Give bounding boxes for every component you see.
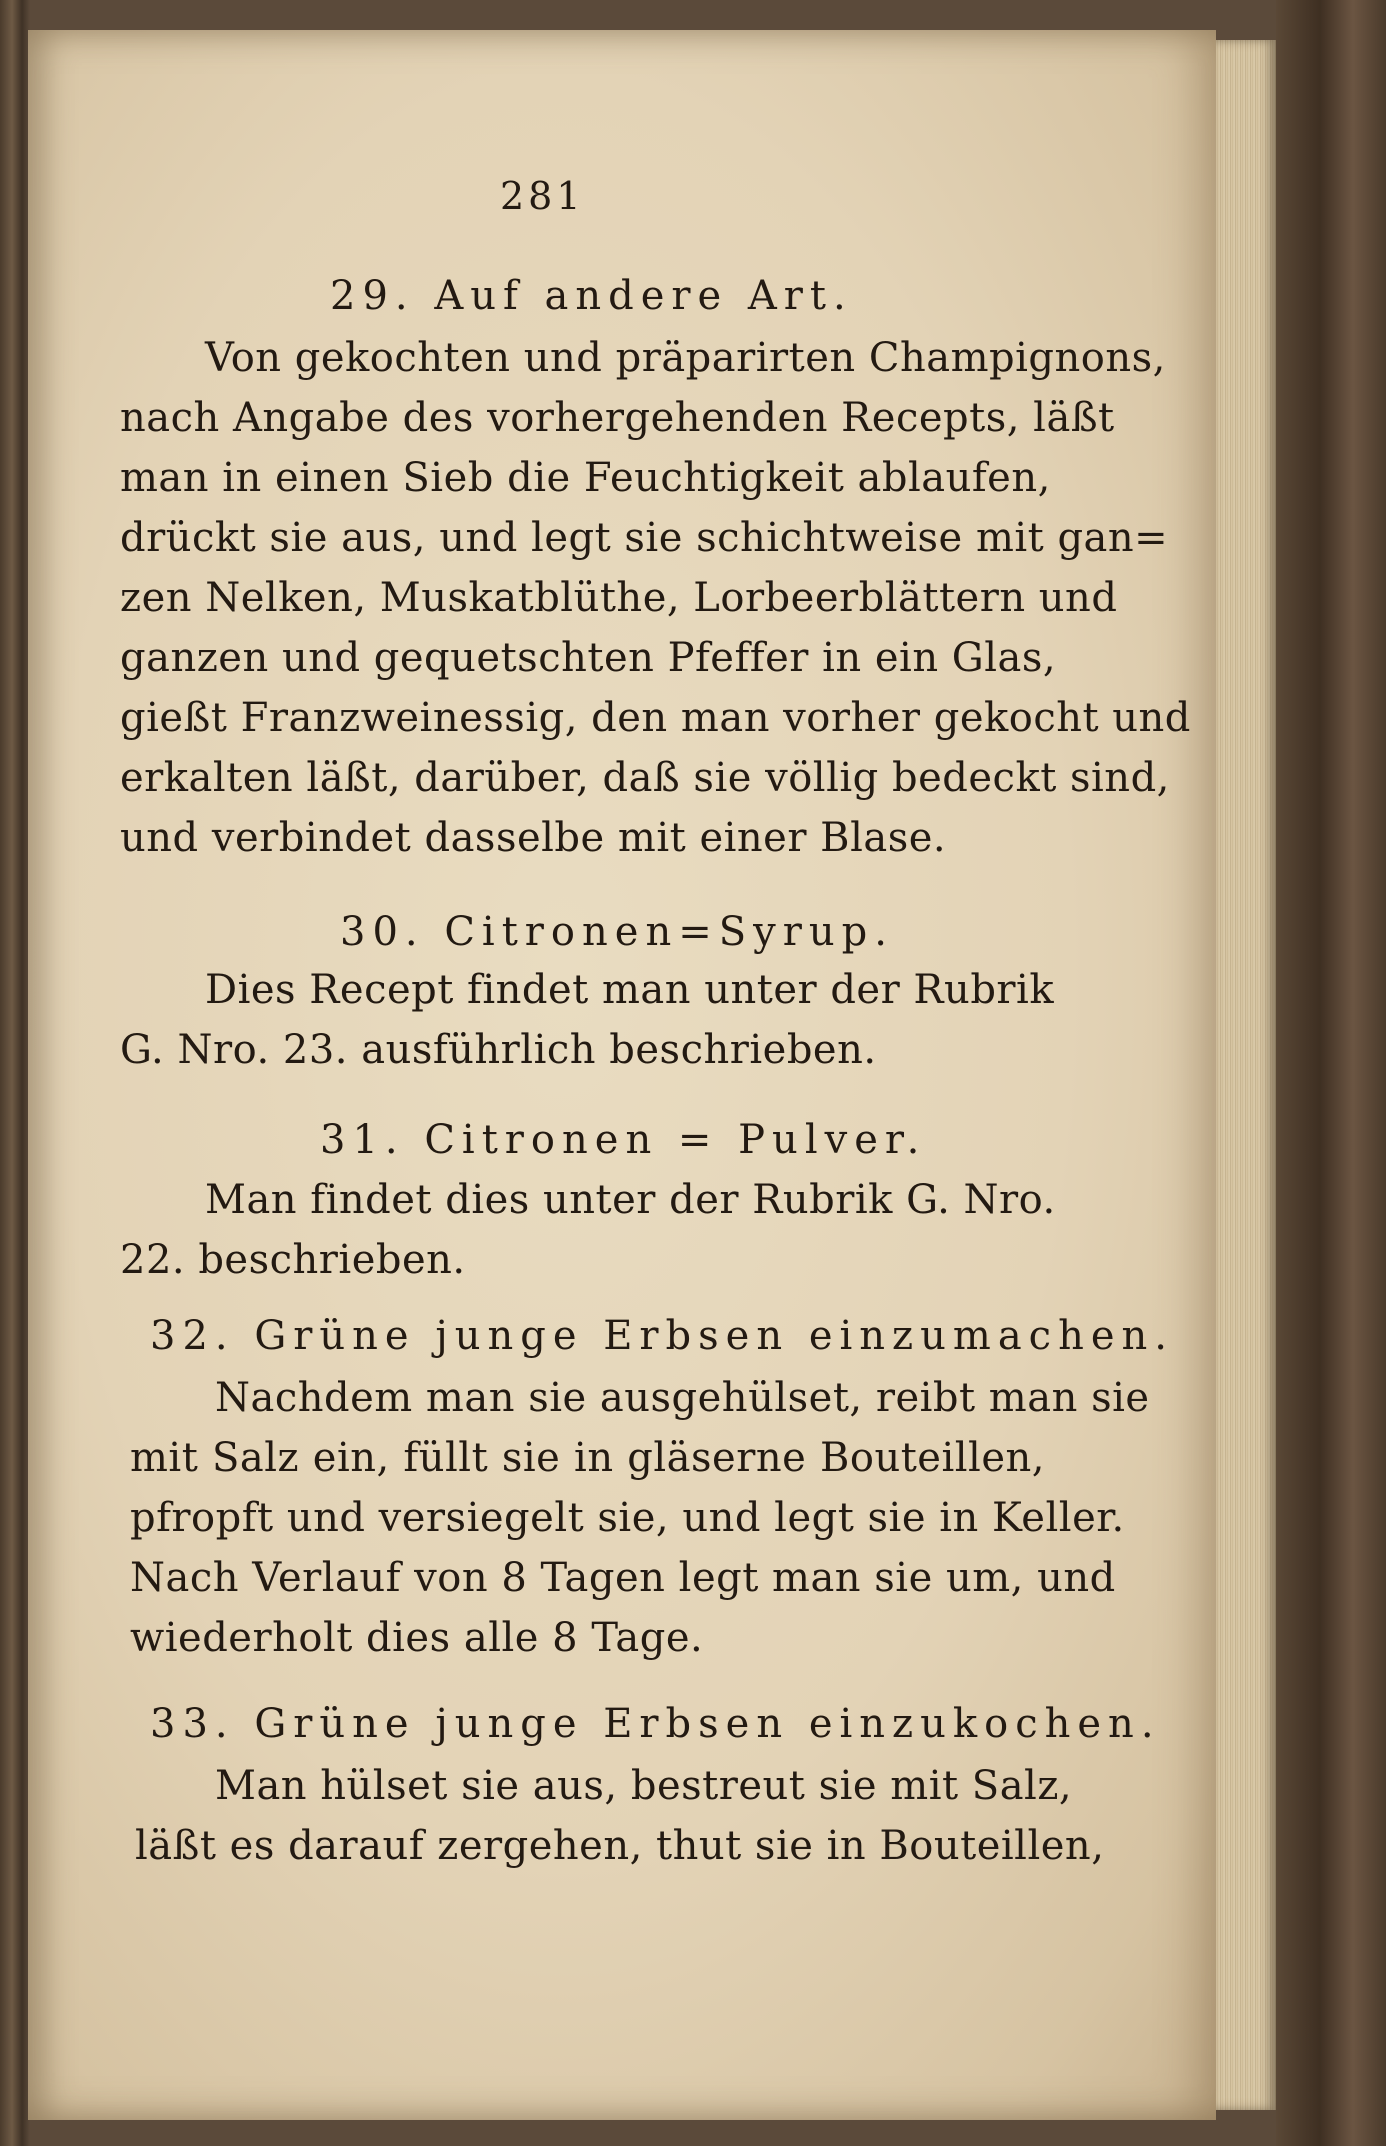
text-line: Nach Verlauf von 8 Tagen legt man sie um, und	[130, 1555, 1116, 1601]
text-line: nach Angabe des vorhergehenden Recepts, läßt	[120, 395, 1115, 441]
page-number: 281	[500, 174, 585, 218]
text-line: Man hülset sie aus, bestreut sie mit Salz,	[215, 1763, 1073, 1809]
text-line: Man findet dies unter der Rubrik G. Nro.	[205, 1177, 1056, 1223]
text-line: 22. beschrieben.	[120, 1237, 466, 1283]
section-heading-32: 32. Grüne junge Erbsen einzumachen.	[150, 1313, 1174, 1359]
text-line: zen Nelken, Muskatblüthe, Lorbeerblättern und	[120, 575, 1118, 621]
text-line: mit Salz ein, füllt sie in gläserne Bouteillen,	[130, 1435, 1045, 1481]
text-line: läßt es darauf zergehen, thut sie in Bouteillen,	[135, 1823, 1105, 1869]
page-edges	[1216, 40, 1276, 2110]
text-line: erkalten läßt, darüber, daß sie völlig bedeckt sind,	[120, 755, 1170, 801]
text-line: wiederholt dies alle 8 Tage.	[130, 1615, 704, 1661]
text-line: gießt Franzweinessig, den man vorher gekocht und	[120, 695, 1191, 741]
section-heading-33: 33. Grüne junge Erbsen einzukochen.	[150, 1701, 1161, 1747]
text-line: und verbindet dasselbe mit einer Blase.	[120, 815, 947, 861]
text-line: Nachdem man sie ausgehülset, reibt man sie	[215, 1375, 1150, 1421]
text-line: drückt sie aus, und legt sie schichtweise mit gan=	[120, 515, 1169, 561]
text-line: Von gekochten und präparirten Champignons,	[205, 335, 1166, 381]
text-line: pfropft und versiegelt sie, und legt sie in Keller.	[130, 1495, 1125, 1541]
book-cover-edge	[1276, 0, 1386, 2146]
text-line: ganzen und gequetschten Pfeffer in ein Glas,	[120, 635, 1057, 681]
section-heading-30: 30. Citronen=Syrup.	[340, 909, 894, 955]
text-line: Dies Recept findet man unter der Rubrik	[205, 967, 1055, 1013]
section-heading-31: 31. Citronen = Pulver.	[320, 1117, 927, 1163]
text-line: G. Nro. 23. ausführlich beschrieben.	[120, 1027, 877, 1073]
text-line: man in einen Sieb die Feuchtigkeit ablaufen,	[120, 455, 1051, 501]
section-heading-29: 29. Auf andere Art.	[330, 273, 853, 319]
